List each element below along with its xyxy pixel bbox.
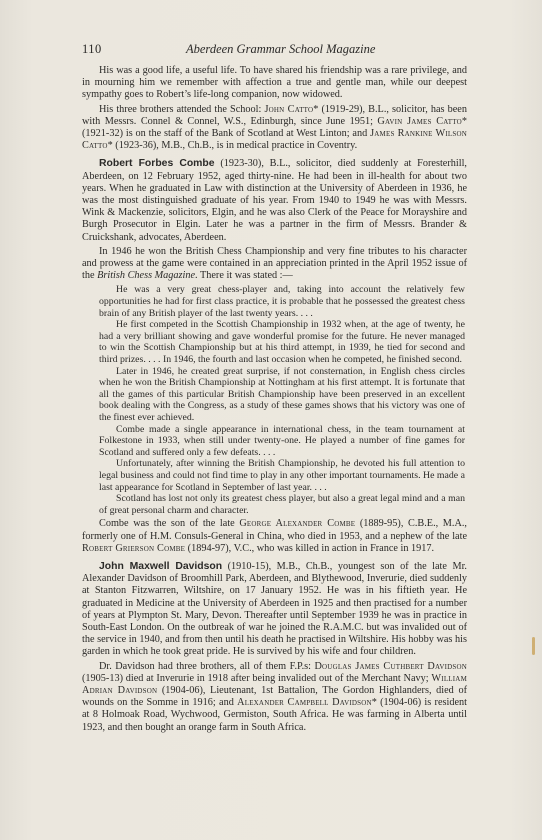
- person-name: Robert Grierson Combe: [82, 542, 186, 554]
- quote-paragraph: Later in 1946, he created great surprise, if not consternation, in English chess circles when he won the British Championship at Nottingham at his first attempt. It is fortunate that all the games of this particular British Championship have been preserved in an excellent book dealing with the Congress, as a study of these games shows that his victory was one of the finest ever achieved.: [99, 365, 465, 423]
- person-name: William Adrian Davidson: [82, 672, 467, 696]
- person-name: John Catto: [264, 103, 314, 115]
- paragraph-davidson-brothers: Dr. Davidson had three brothers, all of them F.P.s: Douglas James Cuthbert Davidson (1905-13) died at Inverurie in 1918 after being invalided out of the Merchant Navy; William Adrian Davidson (1904-06), Lieutenant, 1st Battalion, The Gordon Highlanders, died of wounds on the Somme in 1916; and Alexander Campbell Davidson* (1904-06) is resident at 8 Holmoak Road, Wychwood, Germiston, South Africa. He was farming in Alberta until 1923, and then bought an orange farm in South Africa.: [82, 660, 467, 733]
- quote-paragraph: He first competed in the Scottish Championship in 1932 when, at the age of twenty, he had a very brilliant showing and gave wonderful promise for the future. He never managed to win the Scottish Championship but at his third attempt, in 1939, he tied for second and third prizes. . . . In 1946, the fourth and last occasion when he competed, he finished second.: [99, 319, 465, 366]
- person-name: James Rankine Wilson Catto: [82, 128, 467, 152]
- paragraph-catto-brothers: His three brothers attended the School: John Catto* (1919-29), B.L., solicitor, has been with Messrs. Connel & Connel, W.S., Edinburgh, since June 1951; Gavin James Catto* (1921-32) is on the staff of the Bank of Scotland at West Linton; and James Rankine Wilson Catto* (1923-36), M.B., Ch.B., is in medical practice in Coventry.: [82, 103, 467, 152]
- running-header: [82, 42, 467, 56]
- page-number: 110: [82, 42, 102, 56]
- person-name: George Alexander Combe: [239, 518, 356, 530]
- journal-title: Aberdeen Grammar School Magazine: [186, 42, 376, 56]
- obituary-name: John Maxwell Davidson: [99, 560, 223, 572]
- paragraph-catto-tribute: His was a good life, a useful life. To have shared his friendship was a rare privilege, and in mourning him we remember with affection a true and gentle man, while our deepest sympathy goes to Robert’s life-long companion, now widowed.: [82, 65, 467, 101]
- magazine-title: British Chess Magazine: [97, 270, 196, 282]
- obituary-name: Robert Forbes Combe: [99, 158, 215, 170]
- article-body: [82, 65, 467, 736]
- margin-stain: [532, 637, 535, 655]
- quote-paragraph: He was a very great chess-player and, taking into account the relatively few opportunities he had for first class practice, it is probable that he possessed the greatest chess brain of any British player of the last twenty years. . . .: [99, 284, 465, 319]
- person-name: Alexander Campbell Davidson: [237, 697, 372, 709]
- quote-paragraph: Scotland has lost not only its greatest chess player, but also a great legal mind and a man of great personal charm and character.: [99, 493, 465, 516]
- paragraph-combe-obituary: Robert Forbes Combe (1923-30), B.L., solicitor, died suddenly at Foresterhill, Aberdeen, on 12 February 1952, aged thirty-nine. He had been in ill-health for about two years. When he graduated in Law with distinction at the University of Aberdeen in 1936, he was the most distinguished graduate of his year. From 1940 to 1949 he was with Messrs. Wink & Mackenzie, solicitors, Elgin, and he was also Clerk of the Peace for Morayshire and Burgh Prosecutor in Elgin. Later he was a partner in the firm of Messrs. Brander & Cruickshank, advocates, Aberdeen.: [82, 158, 467, 243]
- paragraph-combe-chess: In 1946 he won the British Chess Championship and very fine tributes to his character and prowess at the game were contained in an appreciation printed in the April 1952 issue of the British Chess Magazine. There it was stated :—: [82, 245, 467, 282]
- paragraph-davidson-obituary: John Maxwell Davidson (1910-15), M.B., Ch.B., youngest son of the late Mr. Alexander Davidson of Broomhill Park, Aberdeen, and Blythewood, Inverurie, died suddenly at Stanton Fitzwarren, Wiltshire, on 17 January 1952. He was in his fiftieth year. He graduated in Medicine at the University of Aberdeen in 1925 and then practised for a number of years at Plympton St. Mary, Devon. Thereafter until September 1939 he was in practice in South-East London. On the outbreak of war he joined the R.A.M.C. but was invalided out of the service in 1940, and from then until his death he practised in Wiltshire. His hobby was his garden in which he took great pride. He is survived by his wife and four children.: [82, 560, 467, 658]
- paragraph-combe-family: Combe was the son of the late George Alexander Combe (1889-95), C.B.E., M.A., formerly one of H.M. Consuls-General in China, who died in 1953, and a nephew of the late Robert Grierson Combe (1894-97), V.C., who was killed in action in France in 1917.: [82, 518, 467, 554]
- quote-paragraph: Unfortunately, after winning the British Championship, he devoted his full attention to legal business and could not find time to play in any other important tournaments. He made a last appearance for Scotland in September of last year. . . .: [99, 458, 465, 493]
- person-name: Gavin James Catto: [377, 115, 462, 127]
- quote-paragraph: Combe made a single appearance in international chess, in the team tournament at Folkestone in 1933, when still under twenty-one. He played a number of fine games for Scotland and suffered only a few defeats. . . .: [99, 423, 465, 458]
- person-name: Douglas James Cuthbert Davidson: [314, 660, 467, 672]
